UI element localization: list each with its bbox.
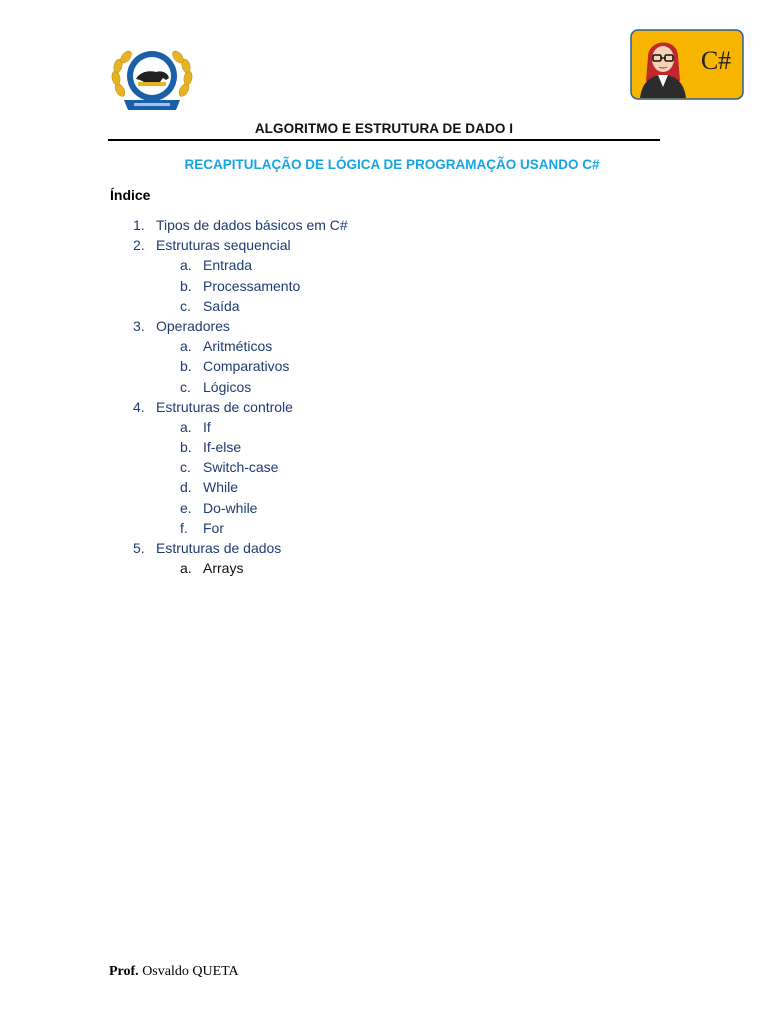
toc-label: Estruturas de controle: [156, 398, 293, 415]
toc-subitem: [0, 477, 768, 497]
toc-label: Estruturas sequencial: [156, 237, 291, 254]
toc-subitem: [0, 498, 768, 518]
toc-label: Estruturas de dados: [156, 540, 282, 556]
toc-label: Aritméticos: [203, 338, 273, 355]
toc-label: Comparativos: [203, 358, 290, 375]
footer-name: Osvaldo QUETA: [142, 964, 239, 979]
toc-item: [0, 316, 768, 336]
toc-marker: c.: [180, 297, 191, 314]
document-subtitle: RECAPITULAÇÃO DE LÓGICA DE PROGRAMAÇÃO USANDO C#: [184, 157, 600, 172]
toc-marker: a.: [180, 418, 192, 435]
toc-item: [0, 235, 768, 255]
toc-marker: f.: [180, 519, 188, 536]
toc-label: Entrada: [203, 257, 253, 274]
toc-subitem: [0, 356, 768, 376]
avatar-badge-text: C#: [700, 46, 732, 75]
toc-subitem: [0, 296, 768, 316]
toc-marker: a.: [180, 560, 192, 577]
csharp-teacher-avatar: [630, 29, 744, 100]
toc-label: For: [203, 519, 224, 536]
toc-heading: Índice: [110, 187, 151, 203]
toc-marker: 3.: [133, 317, 145, 334]
toc-subitem: [0, 336, 768, 356]
institution-crest-logo: [108, 48, 196, 114]
toc-label: Arrays: [203, 560, 244, 577]
toc-subitem: [0, 417, 768, 437]
toc-item: [0, 538, 768, 558]
toc-marker: 2.: [133, 237, 145, 254]
toc-label: Saída: [203, 297, 240, 314]
toc-label: Do-while: [203, 499, 258, 516]
toc-subitem: [0, 276, 768, 296]
toc-label: While: [203, 479, 239, 496]
toc-label: Lógicos: [203, 378, 252, 395]
toc-marker: e.: [180, 499, 192, 516]
toc-marker: a.: [180, 257, 192, 274]
toc-label: Tipos de dados básicos em C#: [156, 217, 348, 233]
toc-subitem: [0, 255, 768, 275]
toc-subitem: [0, 518, 768, 538]
footer-prefix: Prof.: [109, 964, 139, 979]
toc-marker: 4.: [133, 398, 145, 415]
toc-subitem: [0, 437, 768, 457]
toc-marker: c.: [180, 378, 191, 395]
toc-marker: d.: [180, 479, 192, 496]
toc-label: If-else: [203, 439, 242, 456]
title-divider: [108, 139, 660, 141]
toc-item: [0, 397, 768, 417]
toc-marker: b.: [180, 277, 192, 294]
toc-subitem: [0, 457, 768, 477]
toc-label: Switch-case: [203, 459, 279, 476]
toc-marker: c.: [180, 459, 191, 476]
toc-marker: 5.: [133, 540, 145, 556]
toc-item: [0, 215, 768, 235]
toc-subitem: [0, 377, 768, 397]
footer-author: [109, 964, 239, 980]
table-of-contents: [0, 215, 768, 578]
toc-label: If: [203, 418, 211, 435]
toc-marker: a.: [180, 338, 192, 355]
toc-marker: 1.: [133, 217, 145, 233]
toc-subitem: [0, 558, 768, 578]
toc-marker: b.: [180, 439, 192, 456]
toc-marker: b.: [180, 358, 192, 375]
toc-label: Processamento: [203, 277, 301, 294]
toc-label: Operadores: [156, 317, 230, 334]
document-title: ALGORITMO E ESTRUTURA DE DADO I: [254, 121, 514, 136]
